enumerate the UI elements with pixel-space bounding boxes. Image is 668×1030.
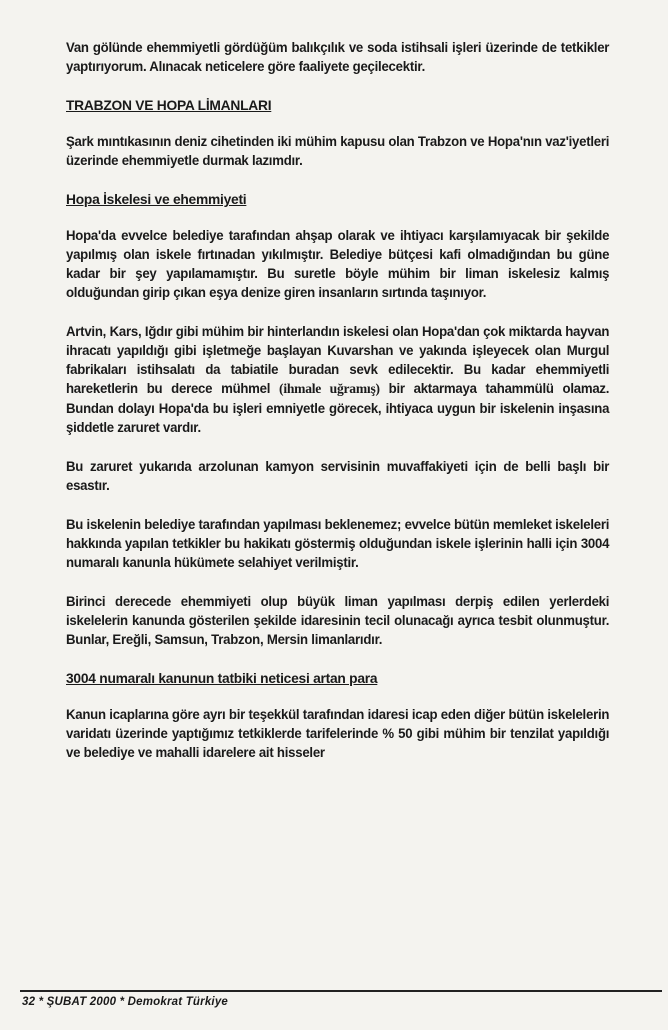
paragraph-kanun-icaplari: Kanun icaplarına göre ayrı bir teşekkül tarafından idaresi icap eden diğer bütün iskelelerin varidatı üzerinde yaptığımız tetkiklerde tarifelerinde % 50 gibi mühim bir tenzilat yapıldığı ve belediye ve mahalli idarelere ait hisseler [66, 707, 610, 760]
paragraph-artvin-kars-part1: Artvin, Kars, Iğdır gibi mühim bir hinterlandın iskelesi olan Hopa'dan çok miktarda hayvan ihracatı yapıldığı gibi işletmeğe başlayan Kuvarshan ve yakında işleyecek olan Murgul fabrikaları istihsalatı da tabiatile buradan sevk edilecektir. Bu kadar ehemmiyetli hareketlerin bu derece mühmel [66, 324, 610, 396]
paragraph-birinci-derece: Birinci derecede ehemmiyeti olup büyük liman yapılması derpiş edilen yerlerdeki iskelelerin kanunda gösterilen şekilde idaresinin tecil olunacağı ayrıca tesbit olunmuştur. Bunlar, Ereğli, Samsun, Trabzon, Mersin limanlarıdır. [66, 594, 610, 647]
section-heading-hopa-iskelesi: Hopa İskelesi ve ehemmiyeti [66, 192, 247, 207]
paragraph-van-golu: Van gölünde ehemmiyetli gördüğüm balıkçılık ve soda istihsali işleri üzerinde de tetkikler yaptırıyorum. Alınacak neticelere göre faaliyete geçilecektir. [66, 40, 610, 74]
paragraph-belediye: Bu iskelenin belediye tarafından yapılması beklenemez; evvelce bütün memleket iskeleleri hakkında yapılan tetkikler bu hakikatı göstermiş olduğundan iskele işlerinin halli için 3004 numaralı kanunla hükümete selahiyet verilmiştir. [66, 517, 610, 570]
paragraph-hopa-iskele: Hopa'da evvelce belediye tarafından ahşap olarak ve ihtiyacı karşılamıyacak bir şekilde yapılmış olan iskele fırtınadan yıkılmıştır. Belediye bütçesi kafi olmadığından bu güne kadar bir şey yapılamamıştır. Bu suretle böyle mühim bir liman iskelesiz kalmış olduğundan girip çıkan eşya denize giren insanların sırtında taşınıyor. [66, 228, 610, 300]
section-heading-3004-kanun: 3004 numaralı kanunun tatbiki neticesi artan para [66, 671, 378, 686]
paragraph-sark-mintikasi: Şark mıntıkasının deniz cihetinden iki mühim kapusu olan Trabzon ve Hopa'nın vaz'iyetleri üzerinde ehemmiyetle durmak lazımdır. [66, 134, 610, 168]
paragraph-artvin-kars-part2: bir aktarmaya tahammülü olamaz. Bundan dolayı Hopa'da bu işleri emniyetle görecek, ihtiyaca uygun bir iskelenin inşasına şiddetle zaruret vardır. [66, 381, 610, 435]
paragraph-zaruret: Bu zaruret yukarıda arzolunan kamyon servisinin muvaffakiyeti için de belli başlı bir esastır. [66, 459, 610, 493]
page-footer: 32 * ŞUBAT 2000 * Demokrat Türkiye [22, 996, 229, 1008]
section-heading-trabzon-hopa: TRABZON VE HOPA LİMANLARI [66, 98, 272, 113]
footer-divider [20, 990, 662, 992]
paragraph-artvin-kars [66, 322, 609, 437]
article-body [66, 38, 626, 782]
parenthetical-note: (ihmale uğramış) [279, 382, 380, 397]
